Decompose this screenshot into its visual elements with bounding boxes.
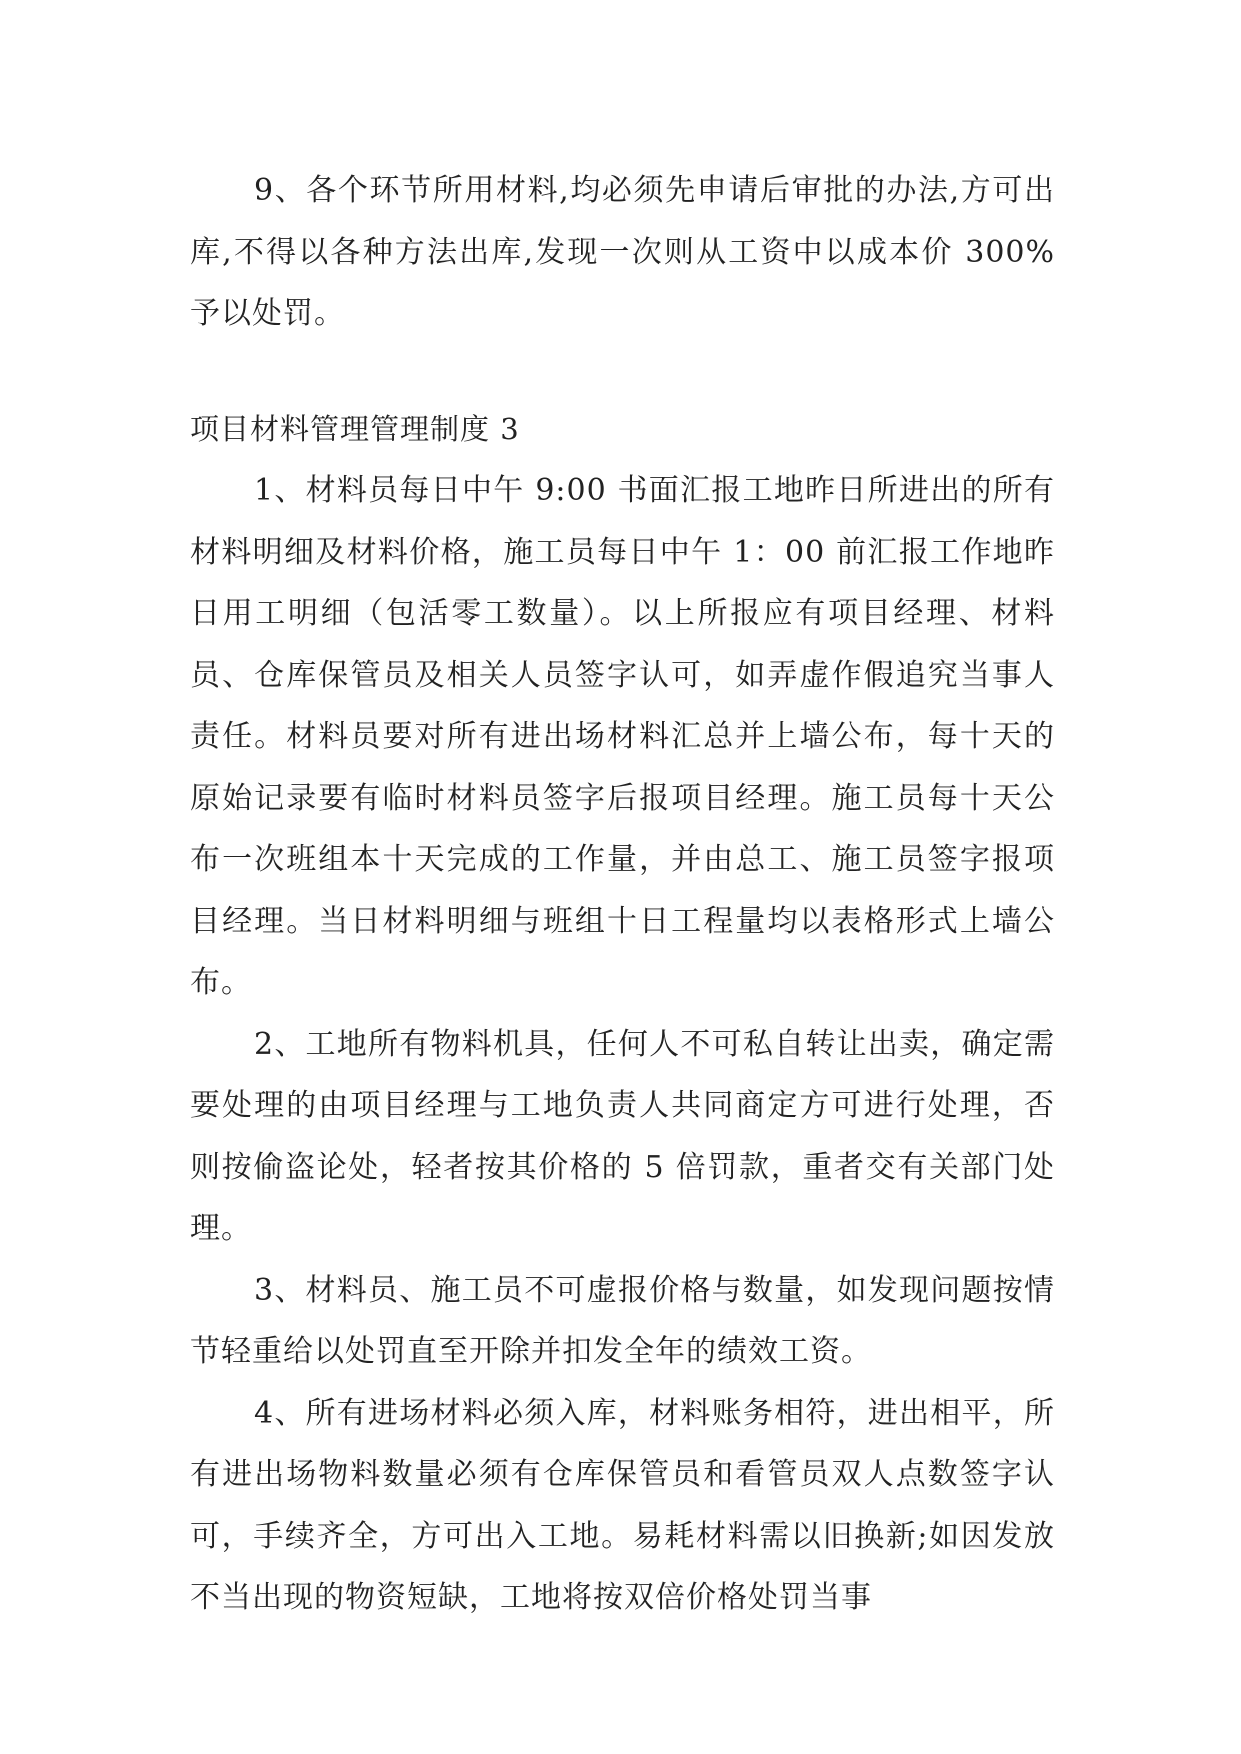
document-body: [190, 160, 1055, 1629]
paragraph-item-2: 2、工地所有物料机具，任何人不可私自转让出卖，确定需要处理的由项目经理与工地负责人共同商定方可进行处理，否则按偷盗论处，轻者按其价格的 5 倍罚款，重者交有关部门处理。: [190, 1026, 1055, 1246]
section-title: 项目材料管理管理制度 3: [190, 411, 520, 446]
paragraph-item-3: 3、材料员、施工员不可虚报价格与数量，如发现问题按情节轻重给以处罚直至开除并扣发全年的绩效工资。: [190, 1272, 1055, 1369]
paragraph-item-9: 9、各个环节所用材料,均必须先申请后审批的办法,方可出库,不得以各种方法出库,发现一次则从工资中以成本价 300%予以处罚。: [190, 173, 1055, 331]
paragraph-item-4: 4、所有进场材料必须入库，材料账务相符，进出相平，所有进出场物料数量必须有仓库保管员和看管员双人点数签字认可，手续齐全，方可出入工地。易耗材料需以旧换新;如因发放不当出现的物资短缺，工地将按双倍价格处罚当事: [190, 1395, 1055, 1615]
paragraph-item-1: 1、材料员每日中午 9:00 书面汇报工地昨日所进出的所有材料明细及材料价格，施工员每日中午 1：00 前汇报工作地昨日用工明细（包活零工数量）。以上所报应有项目经理、材料员、仓库保管员及相关人员签字认可，如弄虚作假追究当事人责任。材料员要对所有进出场材料汇总并上墙公布，每十天的原始记录要有临时材料员签字后报项目经理。施工员每十天公布一次班组本十天完成的工作量，并由总工、施工员签字报项目经理。当日材料明细与班组十日工程量均以表格形式上墙公布。: [190, 473, 1055, 1000]
